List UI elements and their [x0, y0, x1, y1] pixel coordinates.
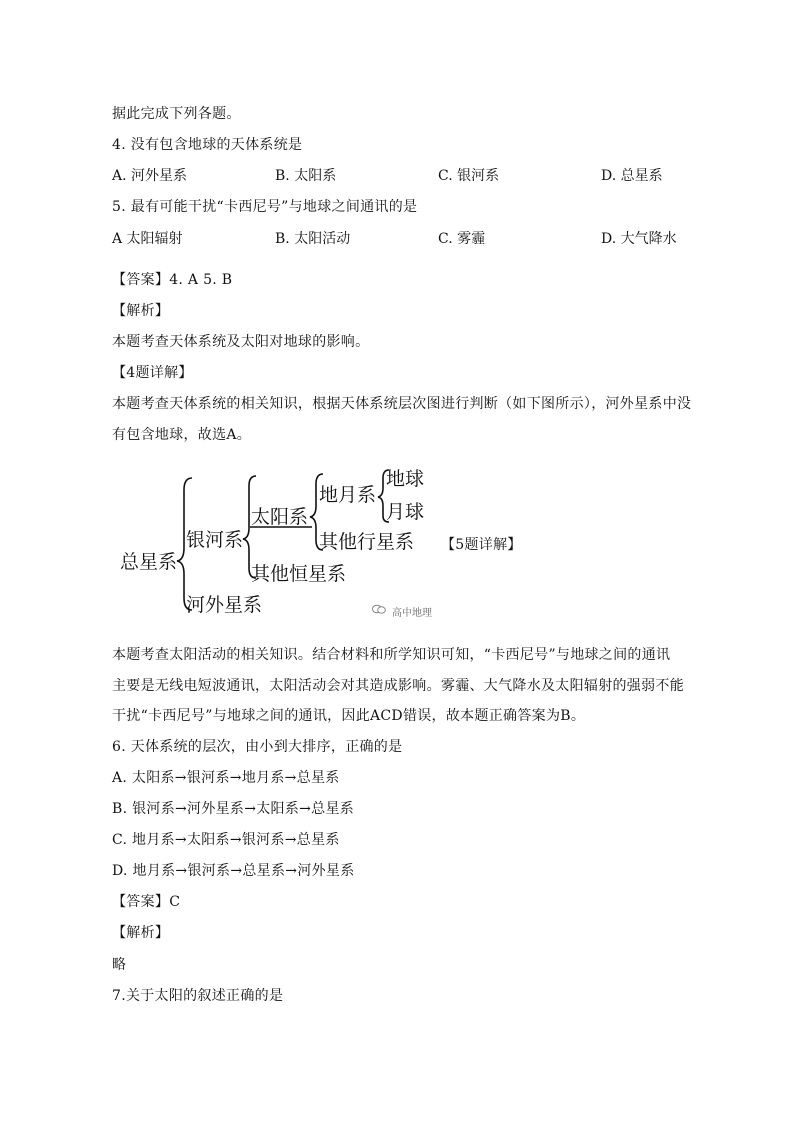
detail-4-text-2: 有包含地球，故选A。 — [112, 427, 252, 443]
q5-option-b: B. 太阳活动 — [275, 231, 351, 247]
q5-option-d: D. 大气降水 — [601, 231, 677, 247]
analysis-label: 【解析】 — [112, 303, 170, 319]
tree-root-label: 总星系 — [120, 551, 178, 573]
q5-option-c: C. 雾霾 — [438, 231, 486, 247]
detail-5-label: 【5题详解】 — [441, 537, 522, 553]
wechat-icon — [372, 604, 386, 614]
tree-earth-label: 地球 — [386, 468, 425, 490]
q6-option-d: D. 地月系→银河系→总星系→河外星系 — [112, 863, 355, 879]
analysis-6-text: 略 — [112, 957, 127, 973]
detail-4-label: 【4题详解】 — [112, 365, 193, 381]
tree-earthmoon-label: 地月系 — [319, 484, 377, 506]
answer-6: 【答案】C — [112, 894, 181, 910]
tree-other-galaxy-label: 河外星系 — [186, 594, 263, 616]
q4-option-b: B. 太阳系 — [275, 168, 337, 184]
answer-4-5: 【答案】4. A 5. B — [112, 272, 233, 288]
q5-option-a: A 太阳辐射 — [112, 231, 183, 247]
detail-5-text-1: 本题考查太阳活动的相关知识。结合材料和所学知识可知，“卡西尼号”与地球之间的通讯 — [112, 647, 671, 663]
analysis-6-label: 【解析】 — [112, 925, 170, 941]
question-5-stem: 5. 最有可能干扰“卡西尼号”与地球之间通讯的是 — [112, 199, 418, 215]
q6-option-c: C. 地月系→太阳系→银河系→总星系 — [112, 832, 340, 848]
tree-moon-label: 月球 — [386, 501, 425, 523]
intro-text: 据此完成下列各题。 — [112, 106, 241, 122]
q4-option-c: C. 银河系 — [438, 168, 500, 184]
brace-root — [177, 478, 192, 610]
question-4-stem: 4. 没有包含地球的天体系统是 — [112, 137, 303, 153]
brace-earthmoon — [378, 470, 389, 522]
question-6-stem: 6. 天体系统的层次，由小到大排序，正确的是 — [112, 739, 403, 755]
tree-milkyway-label: 银河系 — [186, 529, 244, 551]
tree-other-planets-label: 其他行星系 — [319, 531, 415, 553]
detail-4-text-1: 本题考查天体系统的相关知识，根据天体系统层次图进行判断（如下图所示），河外星系中没 — [112, 396, 692, 412]
analysis-text: 本题考查天体系统及太阳对地球的影响。 — [112, 334, 370, 350]
q6-option-a: A. 太阳系→银河系→地月系→总星系 — [112, 770, 340, 786]
brace-milkyway — [243, 476, 256, 578]
q4-option-a: A. 河外星系 — [112, 168, 188, 184]
q4-option-d: D. 总星系 — [601, 168, 663, 184]
detail-5-text-3: 干扰“卡西尼号”与地球之间的通讯，因此ACD错误，故本题正确答案为B。 — [112, 708, 586, 724]
detail-5-text-2: 主要是无线电短波通讯，太阳活动会对其造成影响。雾霾、大气降水及太阳辐射的强弱不能 — [112, 678, 684, 694]
tree-other-stars-label: 其他恒星系 — [251, 563, 347, 585]
watermark-text: 高中地理 — [392, 608, 432, 619]
q6-option-b: B. 银河系→河外星系→太阳系→总星系 — [112, 801, 355, 817]
brace-solar — [310, 474, 323, 550]
question-7-stem: 7.关于太阳的叙述正确的是 — [112, 988, 284, 1004]
tree-solar-label: 太阳系 — [251, 506, 309, 528]
